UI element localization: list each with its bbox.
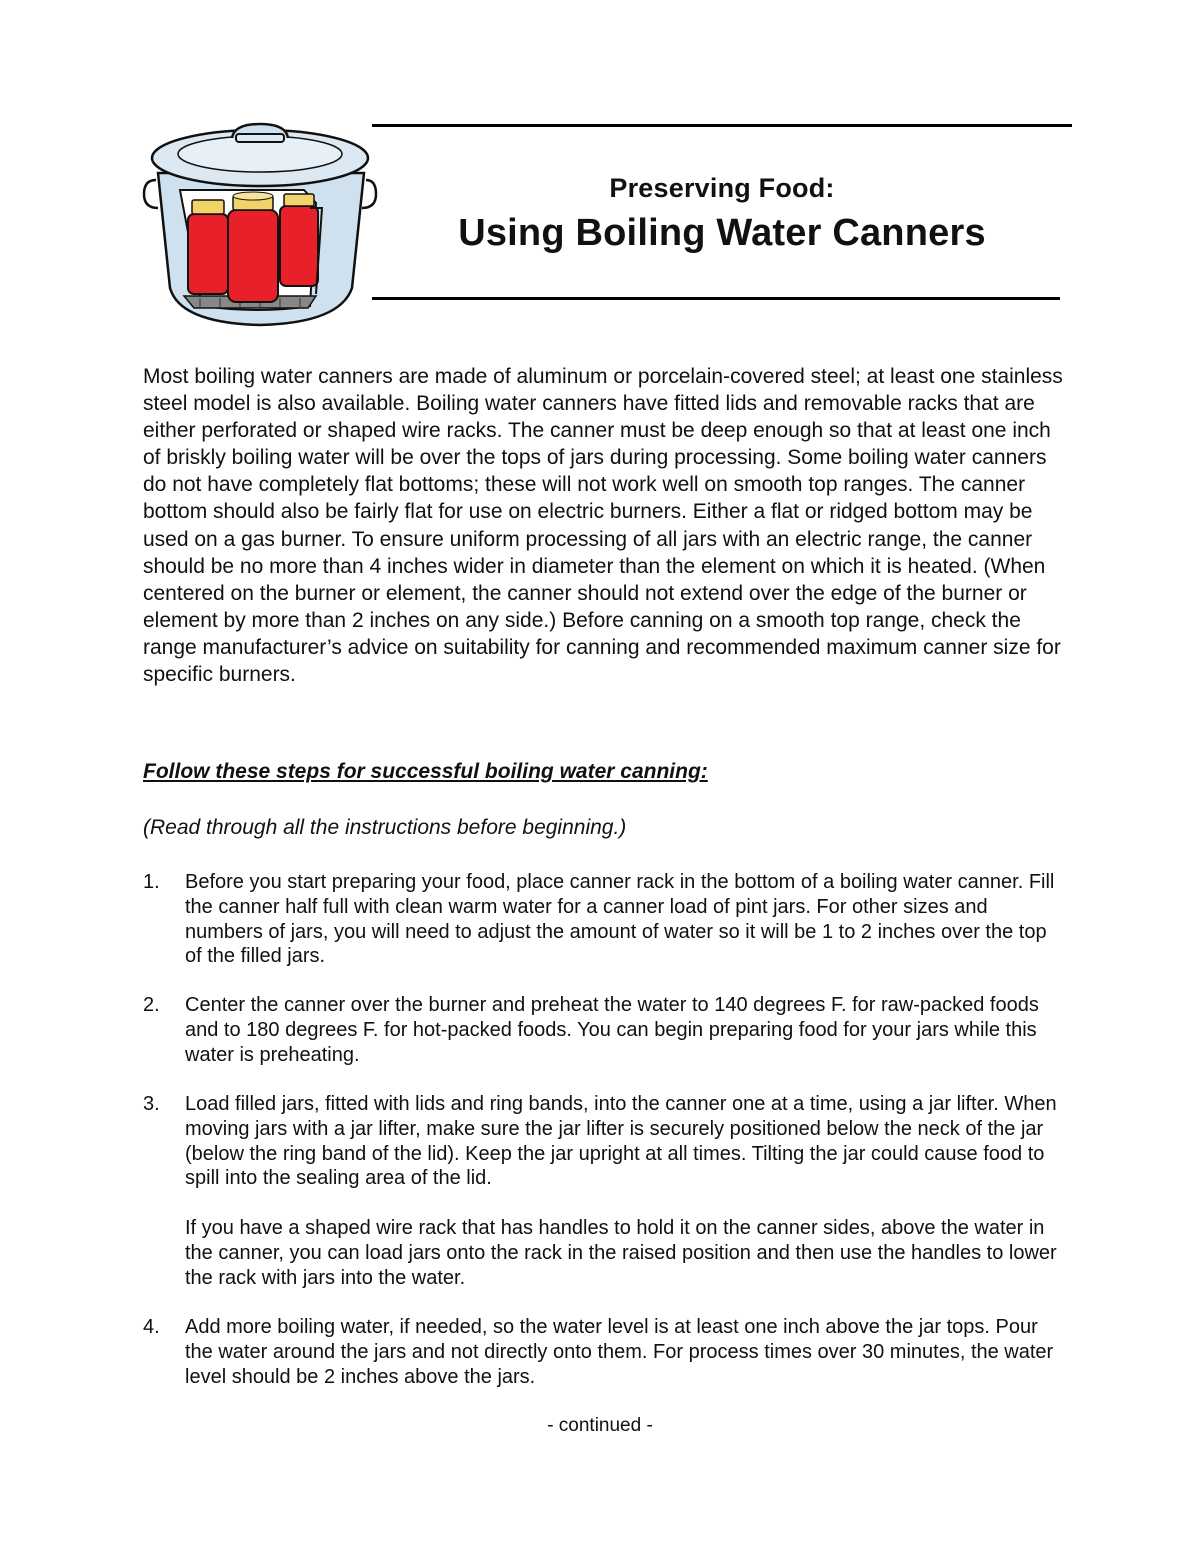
title-bottom-rule [372, 297, 1060, 300]
step-text: Before you start preparing your food, place canner rack in the bottom of a boiling water canner. Fill the canner half full with clean warm water for a canner load of pint jars. For other sizes and numbers of jars, you will need to adjust the amount of water so it will be 1 to 2 inches over the top of the filled jars. [185, 871, 1055, 968]
page-title: Using Boiling Water Canners [458, 212, 986, 254]
step-number: 3. [143, 1093, 160, 1115]
title-top-rule [372, 124, 1072, 127]
step-item [143, 870, 1068, 969]
step-text: Load filled jars, fitted with lids and ring bands, into the canner one at a time, using a jar lifter. When moving jars with a jar lifter, make sure the jar lifter is securely positioned below the neck of the jar (below the ring band of the lid). Keep the jar upright at all times. Tilting the jar could cause food to spill into the sealing area of the lid. [185, 1093, 1057, 1190]
step-item [143, 1315, 1068, 1389]
series-title: Preserving Food: [609, 173, 835, 203]
boiling-water-canner-with-jars-icon [140, 118, 378, 330]
step-text: Add more boiling water, if needed, so the water level is at least one inch above the jar tops. Pour the water around the jars and not directly onto them. For process times over 30 minutes, the water level should be 2 inches above the jars. [185, 1316, 1054, 1388]
step-number: 4. [143, 1316, 160, 1338]
step-text: Center the canner over the burner and preheat the water to 140 degrees F. for raw-packed foods and to 180 degrees F. for hot-packed foods. You can begin preparing food for your jars while this water is preheating. [185, 994, 1039, 1066]
continued-footer: - continued - [547, 1415, 653, 1436]
steps-heading: Follow these steps for successful boiling water canning: [143, 760, 708, 783]
intro-paragraph: Most boiling water canners are made of aluminum or porcelain-covered steel; at least one stainless steel model is also available. Boiling water canners have fitted lids and removable racks that are either perforated or shaped wire racks. The canner must be deep enough so that at least one inch of briskly boiling water will be over the tops of jars during processing. Some boiling water canners do not have completely flat bottoms; these will not work well on smooth top ranges. The canner bottom should also be fairly flat for use on electric burners. Either a flat or ridged bottom may be used on a gas burner. To ensure uniform processing of all jars with an electric range, the canner should be no more than 4 inches wider in diameter than the element on which it is heated. (When centered on the burner or element, the canner should not extend over the edge of the burner or element by more than 2 inches on any side.) Before canning on a smooth top range, check the range manufacturer’s advice on suitability for canning and recommended maximum canner size for specific burners. [143, 365, 1063, 687]
step-number: 2. [143, 994, 160, 1016]
step-text: If you have a shaped wire rack that has handles to hold it on the canner sides, above the water in the canner, you can load jars onto the rack in the raised position and then use the handles to lower the rack with jars into the water. [185, 1217, 1057, 1289]
step-item [143, 1092, 1068, 1291]
step-number: 1. [143, 871, 160, 893]
reading-note: (Read through all the instructions before beginning.) [143, 816, 627, 839]
step-item [143, 993, 1068, 1067]
